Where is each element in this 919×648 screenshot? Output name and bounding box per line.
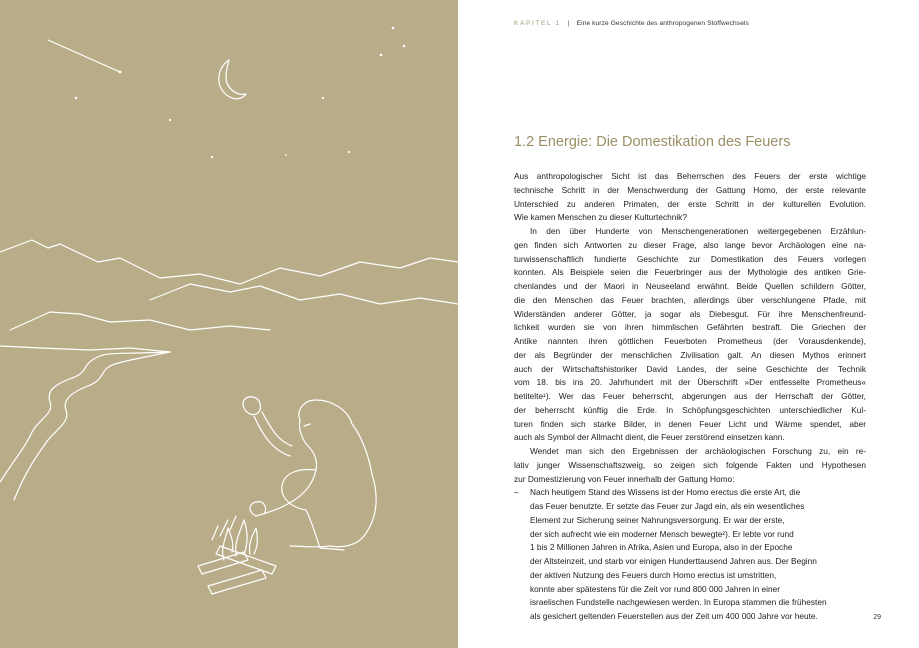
text-page [458,0,919,648]
body-line: gen finden sich Antworten zu dieser Frage, also lange bevor Archäologen eine na- [514,239,866,250]
body-line: turen finden sich starke Bilder, in denen Feuer Licht und Wärme spendet, aber [514,418,866,429]
crescent-moon [219,60,246,99]
bullet-line: das Feuer benutzte. Er setzte das Feuer zur Jagd ein, als ein wesentliches [530,501,805,511]
body-line: auch der Wirtschaftshistoriker David Landes, der seine Geschichte der Technik [514,363,866,374]
bullet-line: der aktiven Nutzung des Feuers durch Homo erectus ist umstritten, [530,569,777,580]
chapter-title: Eine kurze Geschichte des anthropogenen Stoffwechsels [576,20,749,27]
bullet-line: als gesichert geltenden Feuerstellen aus der Zeit um 400 000 Jahre vor heute. [530,611,818,621]
body-line: Aus anthropologischer Sicht ist das Beherrschen des Feuers der erste wichtige [514,171,866,181]
body-line: In den über Hunderte von Menschengenerationen weitergegebenen Erzählun- [530,226,866,236]
shooting-star [48,40,121,73]
body-line: lichkeit wurden sie von ihren himmlischen Gefährten bestraft. Die Griechen der [514,322,866,333]
bullet-line: Element zur Sicherung seiner Nahrungsversorgung. Er war der erste, [530,514,785,525]
body-line: Unterschied zu anderen Primaten, der erste Schritt in der kulturellen Evolution. [514,198,866,209]
body-line: betitelte¹). Wer das Feuer beherrscht, abgerungen aus der Herrschaft der Götter, [514,391,866,401]
body-line: vom 18. bis ins 20. Jahrhundert mit der Überschrift »Der entfesselte Prometheus« [514,377,866,388]
mountain-ridges [0,240,458,352]
bullet-line: der Altsteinzeit, und starb vor einigen Hunderttausend Jahren aus. Der Beginn [530,556,817,566]
body-line: auch als Symbol der Allmacht dient, die Feuer zerstörend einsetzen kann. [514,432,785,443]
body-text [514,170,866,624]
illustration-page [0,0,458,648]
running-head-separator: | [567,20,570,27]
section-title: 1.2 Energie: Die Domestikation des Feuers [514,134,791,150]
running-head [514,20,749,27]
bullet-line: konnte aber spätestens für die Zeit vor rund 800 000 Jahren in einer [530,583,780,594]
body-line: lativ junger Wissenschaftszweig, so zeigen sich folgende Fakten und Hypothesen [514,459,866,470]
body-line: zur Domestizierung von Feuer innerhalb der Gattung Homo: [514,473,735,484]
bullet-line [514,486,866,500]
body-line: Antike nannten ihren göttlichen Feuerboten Prometheus (der Vorausdenkende), [514,336,866,346]
body-line: turwissenschaftlich fundierte Geschichte zur Domestikation des Feuers vorlegen [514,253,866,264]
chapter-label: KAPITEL 1 [514,20,561,27]
stars [75,27,405,158]
body-line: Wendet man sich den Ergebnissen der archäologischen Forschung zu, ein re- [530,446,866,456]
body-line: chenlandes und der Maori in Neuseeland erwähnt. Beide Quellen schildern Götter, [514,281,866,291]
body-line: Widerständen anderer Götter, ja sogar als Diebesgut. Für ihre Menschenfreund- [514,308,866,319]
body-line: konnten. Als Beispiele seien die Feuerbringer aus der Mythologie des antiken Grie- [514,267,866,278]
body-line: der beherrscht künftig die Erde. In Schöpfungsgeschichten unterschiedlicher Kul- [514,404,866,415]
page-number: 29 [873,614,881,621]
bullet-dash: – [514,487,519,498]
winding-river [0,352,170,500]
campfire [198,516,276,594]
prehistoric-fire-illustration [0,0,458,648]
bullet-line: der sich aufrecht wie ein moderner Mensch bewegte²). Er lebte vor rund [530,528,794,539]
body-line: Wie kamen Menschen zu dieser Kulturtechnik? [514,212,687,223]
body-line: technische Schritt in der Menschwerdung der Gattung Homo, der erste relevante [514,184,866,195]
bullet-line: 1 bis 2 Millionen Jahren in Afrika, Asien und Europa, also in der Epoche [530,542,793,553]
crouching-figure [243,397,376,550]
bullet-line: israelischen Fundstelle nachgewiesen werden. In Europa stammen die frühesten [530,597,827,608]
bullet-text: Nach heutigem Stand des Wissens ist der Homo erectus die erste Art, die [530,487,801,498]
body-line: der als Begründer der menschlichen Zivilisation galt. An diesen Mythos erinnert [514,349,866,360]
body-line: die den Menschen das Feuer brachten, allerdings über verschlungene Pfade, mit [514,294,866,305]
